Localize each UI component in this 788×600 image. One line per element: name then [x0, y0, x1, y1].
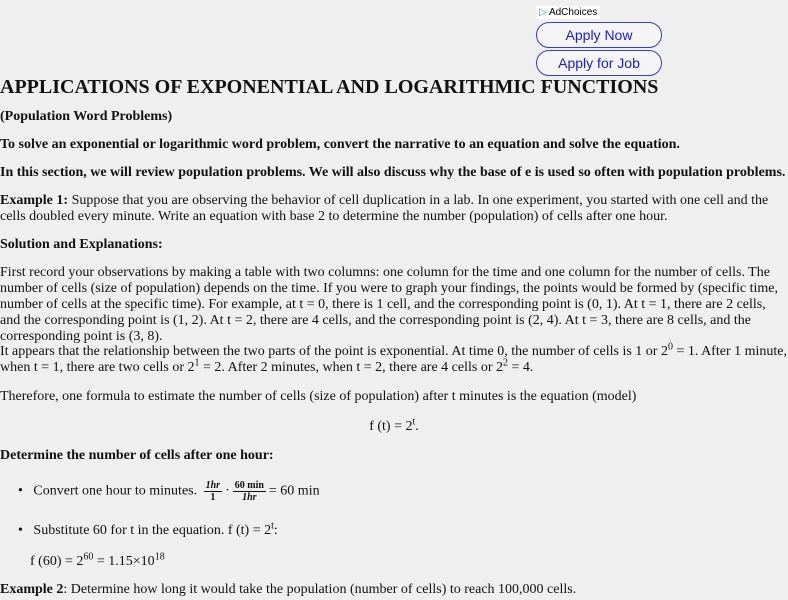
adchoices-icon: ▷ [539, 7, 547, 18]
apply-for-job-button[interactable]: Apply for Job [536, 50, 662, 76]
result-formula: f $(60) = 2^{60} = 1.15\times 10^{18}$ [30, 551, 165, 569]
intro-2: In this section, we will review population problems. We will also discuss why the base of e is used so often with population problems. [0, 165, 786, 180]
example-1-text: Suppose that you are observing the behavior of cell duplication in a lab. In one experiment, you started with one cell and the cells doubled every minute. Write an equation with base 2 to determine the number (population) of cells after one hour. [0, 193, 769, 224]
apply-now-button[interactable]: Apply Now [536, 22, 662, 48]
intro-1: To solve an exponential or logarithmic word problem, convert the narrative to an equation and solve the equation. [0, 137, 680, 152]
determine-heading: Determine the number of cells after one hour: [0, 448, 274, 463]
example-1 [0, 193, 788, 225]
example-1-label: Example 1: [0, 193, 69, 208]
solution-heading: Solution and Explanations: [0, 237, 163, 252]
adchoices-label: AdChoices [548, 7, 598, 18]
bullet-substitute: • Substitute 60 for t in the equation. f $(t) = 2^t$: [18, 520, 278, 538]
subtitle: (Population Word Problems) [0, 109, 173, 124]
therefore-text: Therefore, one formula to estimate the number of cells (size of population) after t minutes is the equation (model) [0, 389, 637, 404]
example-2: Example 2: Determine how long it would take the population (number of cells) to reach 100,000 cells. [0, 582, 577, 597]
model-formula: f $(t) = 2^t$. [369, 416, 419, 434]
page-title: APPLICATIONS OF EXPONENTIAL AND LOGARITHMIC FUNCTIONS [0, 76, 659, 98]
adchoices-badge[interactable] [536, 6, 600, 19]
paragraph-2: It appears that the relationship between the two parts of the point is exponential. At time 0, the number of cells is 1 or $2^0 = 1$. After 1 minute, when t = 1, there are two cells or $2^1 = 2$. After 2 minutes, when t = 2, there are 4 cells or $2^2 = 4$. [0, 341, 787, 375]
bullet-convert: • Convert one hour to minutes. $\frac{1hr}{1}$ · $\frac{60 \min}{1hr}$ = 60 min [18, 480, 320, 503]
paragraph-1: First record your observations by making a table with two columns: one column for the time and one column for the number of cells. The number of cells (size of population) depends on the time. If you were to graph your findings, the points would be formed by (specific time, number of cells at the specific time). For example, at t = 0, there is 1 cell, and the corresponding point is (0, 1). At t = 1, there are 2 cells, and the corresponding point is (1, 2). At t = 2, there are 4 cells, and the corresponding point is (2, 4). At t = 3, there are 8 cells, and the corresponding point is (3, 8). [0, 265, 778, 344]
